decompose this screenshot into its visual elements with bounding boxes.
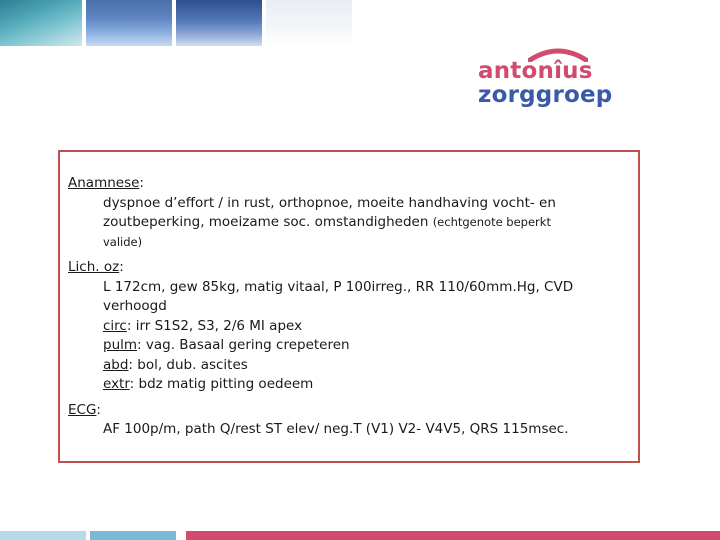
abd-line bbox=[68, 356, 630, 376]
circ-label: circ bbox=[103, 317, 127, 334]
footer-color-bars bbox=[0, 531, 720, 540]
footer-bar-pink bbox=[186, 531, 720, 540]
lich-oz-heading-line bbox=[68, 258, 630, 278]
header-photo-sky bbox=[86, 0, 172, 46]
logo-text-zorggroep: zorggroep bbox=[478, 82, 613, 108]
extr-text: : bdz matig pitting oedeem bbox=[129, 376, 314, 392]
ecg-heading-line bbox=[68, 401, 630, 421]
lich-oz-line-1: L 172cm, gew 85kg, matig vitaal, P 100irreg., RR 110/60mm.Hg, CVD bbox=[103, 278, 574, 295]
pulm-line bbox=[68, 336, 630, 356]
circ-text: : irr S1S2, S3, 2/6 MI apex bbox=[126, 317, 303, 334]
anamnese-section bbox=[68, 174, 630, 252]
circ-line bbox=[68, 317, 630, 337]
pulm-text: : vag. Basaal gering crepeteren bbox=[137, 337, 350, 353]
abd-text: : bol, dub. ascites bbox=[128, 356, 248, 373]
header-photo-light bbox=[266, 0, 352, 46]
anamnese-colon: : bbox=[139, 175, 144, 191]
logo-text-antonius: antonîus bbox=[478, 58, 593, 84]
footer-bar-gap bbox=[180, 531, 182, 540]
extr-label: extr bbox=[103, 376, 130, 392]
lich-oz-colon: : bbox=[119, 259, 124, 275]
footer-bar-light-blue bbox=[0, 531, 86, 540]
ecg-line-1: AF 100p/m, path Q/rest ST elev/ neg.T (V1) V2- V4V5, QRS 115msec. bbox=[103, 421, 569, 437]
antonius-logo bbox=[478, 46, 658, 110]
anamnese-line-1: dyspnoe d’effort / in rust, orthopnoe, moeite handhaving vocht- en bbox=[103, 194, 556, 211]
lich-oz-section bbox=[68, 258, 630, 395]
footer-bar-blue bbox=[90, 531, 176, 540]
abd-label: abd bbox=[103, 356, 129, 373]
anamnese-line-3: valide) bbox=[103, 234, 143, 249]
anamnese-heading-line bbox=[68, 174, 630, 194]
ecg-heading: ECG bbox=[68, 401, 97, 418]
ecg-colon: : bbox=[96, 401, 101, 418]
pulm-label: pulm bbox=[103, 337, 138, 353]
ecg-section bbox=[68, 401, 630, 440]
extr-line bbox=[68, 375, 630, 395]
anamnese-line-2-small: (echtgenote beperkt bbox=[432, 215, 551, 229]
header-photo-water bbox=[176, 0, 262, 46]
anamnese-line-2-main: zoutbeperking, moeizame soc. omstandigheden bbox=[103, 214, 433, 230]
header-photo-coast bbox=[0, 0, 82, 46]
lich-oz-heading: Lich. oz bbox=[68, 259, 120, 275]
header-photo-strip bbox=[0, 0, 352, 46]
case-summary-box bbox=[58, 150, 640, 463]
anamnese-line-2 bbox=[68, 213, 630, 233]
lich-oz-line-2: verhoogd bbox=[103, 298, 167, 314]
anamnese-heading: Anamnese bbox=[68, 175, 140, 191]
